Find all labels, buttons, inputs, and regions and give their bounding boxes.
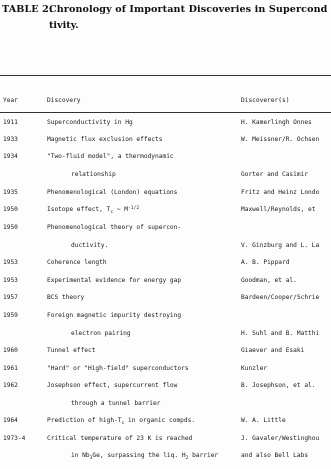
row-year: 1950 xyxy=(3,224,18,231)
subscript: c xyxy=(121,420,125,426)
row-discoverer: B. Josephson, et al. xyxy=(241,382,316,389)
discovery-text-tail: Ge, surpassing the liq. H xyxy=(92,452,186,459)
row-year: 1957 xyxy=(3,294,18,301)
row-discovery xyxy=(47,187,237,199)
discovery-text-tail: barrier xyxy=(188,452,219,459)
row-discovery xyxy=(47,433,237,445)
row-discovery xyxy=(47,275,237,287)
row-year: 1964 xyxy=(3,417,18,424)
row-year: 1911 xyxy=(3,119,18,126)
row-discoverer: W. Meissner/R. Ochsen xyxy=(241,136,320,143)
row-discovery xyxy=(47,204,237,216)
discovery-text: Superconductivity in Hg xyxy=(47,119,133,126)
discovery-text: ductivity. xyxy=(71,242,109,249)
discovery-text: in Nb xyxy=(71,452,90,459)
column-header-year: Year xyxy=(3,97,18,104)
discovery-text-tail: ~ M xyxy=(113,206,129,213)
row-year xyxy=(3,169,43,181)
discovery-text: Foreign magnetic impurity destroying xyxy=(47,312,182,319)
subscript: 3 xyxy=(89,455,93,461)
row-discoverer: W. A. Little xyxy=(241,417,286,424)
header-top-rule xyxy=(0,75,331,76)
row-discoverer: H. Kamerlingh Onnes xyxy=(241,119,312,126)
row-year: 1959 xyxy=(3,312,18,319)
row-year xyxy=(3,450,43,462)
row-year: 1935 xyxy=(3,189,18,196)
superscript: -1/2 xyxy=(128,206,140,211)
row-discoverer: J. Gavaler/Westinghou xyxy=(241,435,320,442)
discovery-text: Prediction of high-T xyxy=(47,417,122,424)
row-year: 1934 xyxy=(3,153,18,160)
discovery-text: Magnetic flux exclusion effects xyxy=(47,136,163,143)
discovery-text: relationship xyxy=(71,171,116,178)
table-title xyxy=(2,4,331,20)
row-discovery xyxy=(47,363,237,375)
discovery-text: Phenomenological theory of supercon- xyxy=(47,224,182,231)
table-label: TABLE 2: xyxy=(2,4,53,15)
row-discoverer: H. Suhl and B. Matthi xyxy=(241,330,320,337)
row-discovery xyxy=(47,398,261,410)
row-discovery xyxy=(47,222,237,234)
row-discovery xyxy=(47,240,261,252)
row-discovery xyxy=(47,328,261,340)
discovery-text: Experimental evidence for energy gap xyxy=(47,277,182,284)
discovery-text: "Hard" or "High-field" superconductors xyxy=(47,365,189,372)
subscript: c xyxy=(110,209,114,215)
subscript: 2 xyxy=(185,455,189,461)
row-discoverer: and also Bell Labs xyxy=(241,452,309,459)
column-header-discovery: Discovery xyxy=(47,97,81,104)
discovery-text: Tunnel effect xyxy=(47,347,96,354)
row-discoverer: Fritz and Heinz Londo xyxy=(241,189,320,196)
row-year: 1960 xyxy=(3,347,18,354)
row-year: 1961 xyxy=(3,365,18,372)
discovery-text: electron pairing xyxy=(71,330,131,337)
table-title-line-2: tivity. xyxy=(49,20,79,31)
row-discoverer xyxy=(241,151,331,163)
row-discoverer: Bardeen/Cooper/Schrie xyxy=(241,294,320,301)
row-year: 1950 xyxy=(3,206,18,213)
row-discovery xyxy=(47,151,237,163)
row-discoverer: Goodman, et al. xyxy=(241,277,297,284)
header-bottom-rule xyxy=(0,112,331,113)
row-discoverer: Maxwell/Reynolds, et xyxy=(241,206,316,213)
discovery-text: BCS theory xyxy=(47,294,85,301)
discovery-text-tail: in organic compds. xyxy=(124,417,196,424)
row-year xyxy=(3,328,43,340)
discovery-text: "Two-fluid model", a thermodynamic xyxy=(47,153,174,160)
row-year: 1973-4 xyxy=(3,435,26,442)
row-discovery xyxy=(47,292,237,304)
discovery-text: Critical temperature of 23 K is reached xyxy=(47,435,193,442)
row-year: 1953 xyxy=(3,259,18,266)
column-header-discoverer: Discoverer(s) xyxy=(241,97,290,104)
row-discoverer xyxy=(241,398,331,410)
discovery-text: Josephson effect, supercurrent flow xyxy=(47,382,178,389)
discovery-text: Coherence length xyxy=(47,259,107,266)
row-year xyxy=(3,240,43,252)
row-discovery xyxy=(47,345,237,357)
row-discoverer: Gorter and Casimir xyxy=(241,171,309,178)
row-discovery xyxy=(47,117,237,129)
row-discovery xyxy=(47,380,237,392)
discovery-text: Phenomenological (London) equations xyxy=(47,189,178,196)
row-year xyxy=(3,398,43,410)
table-title-line-1: Chronology of Important Discoveries in Supercond xyxy=(49,4,328,15)
row-year: 1933 xyxy=(3,136,18,143)
row-discoverer: A. B. Pippard xyxy=(241,259,290,266)
row-year: 1962 xyxy=(3,382,18,389)
row-year: 1953 xyxy=(3,277,18,284)
row-discoverer xyxy=(241,222,331,234)
row-discovery xyxy=(47,257,237,269)
row-discovery xyxy=(47,169,261,181)
discovery-text: through a tunnel barrier xyxy=(71,400,161,407)
row-discoverer xyxy=(241,310,331,322)
discovery-text: Isotope effect, T xyxy=(47,206,111,213)
row-discovery xyxy=(47,415,237,427)
row-discovery xyxy=(47,450,261,462)
row-discoverer: Giaever and Esaki xyxy=(241,347,305,354)
row-discovery xyxy=(47,310,237,322)
row-discovery xyxy=(47,134,237,146)
row-discoverer: Kunzler xyxy=(241,365,268,372)
row-discoverer: V. Ginzburg and L. La xyxy=(241,242,320,249)
